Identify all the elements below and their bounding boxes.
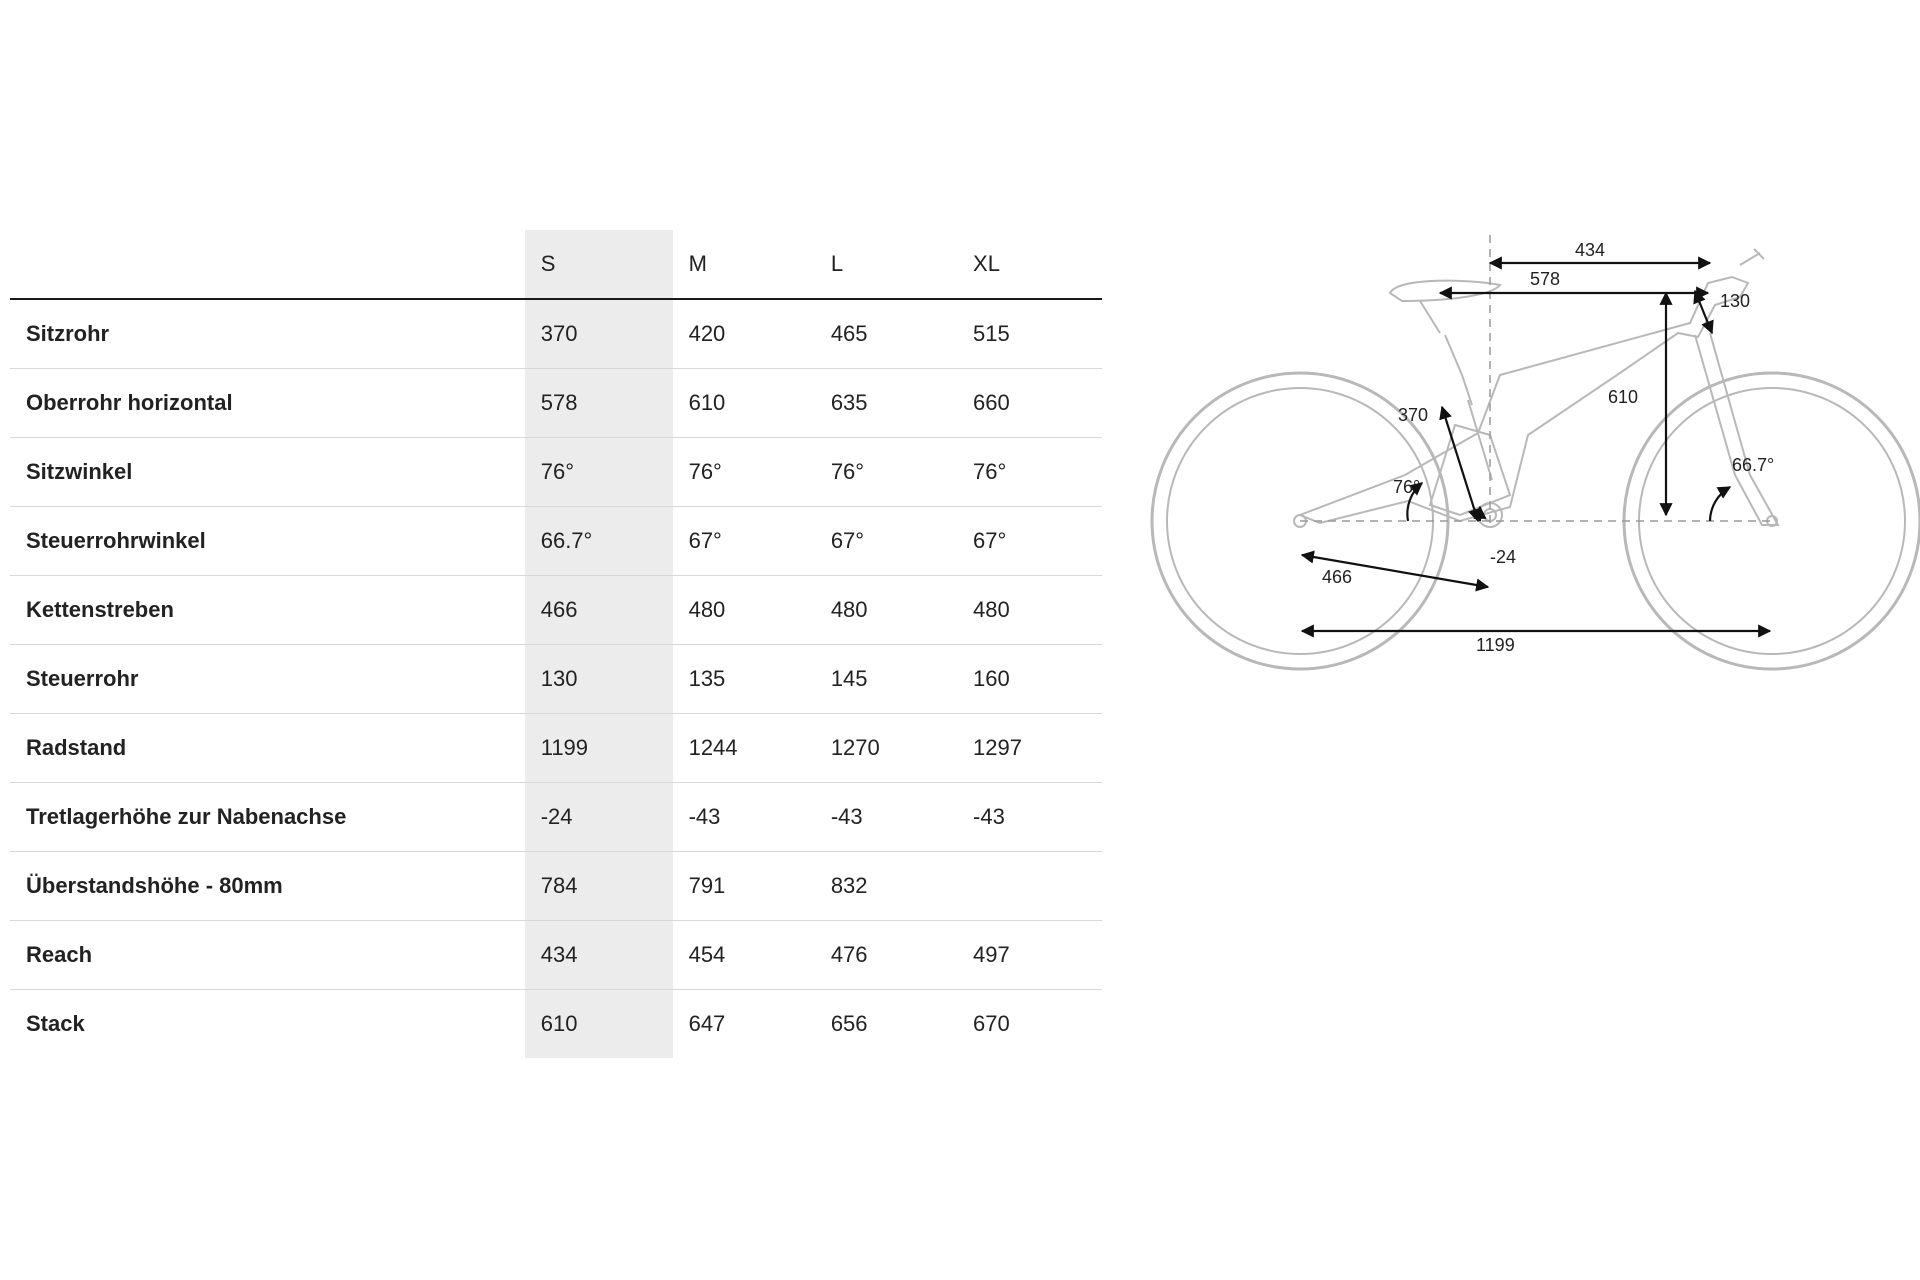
cell-m: 135	[673, 645, 815, 714]
row-label: Radstand	[10, 714, 525, 783]
cell-m: 454	[673, 921, 815, 990]
table-row	[10, 645, 1102, 714]
bike-geometry-diagram	[1150, 225, 1920, 685]
cell-xl: 497	[957, 921, 1102, 990]
row-label: Kettenstreben	[10, 576, 525, 645]
table-row	[10, 783, 1102, 852]
row-label: Oberrohr horizontal	[10, 369, 525, 438]
row-label: Steuerrohr	[10, 645, 525, 714]
table-row	[10, 369, 1102, 438]
cell-m: 791	[673, 852, 815, 921]
reach-label: 434	[1575, 240, 1606, 260]
cell-s: 434	[525, 921, 673, 990]
top-tube-label: 578	[1530, 269, 1561, 289]
row-label: Tretlagerhöhe zur Nabenachse	[10, 783, 525, 852]
row-label: Stack	[26, 1011, 85, 1036]
cell-l: 476	[815, 921, 957, 990]
row-label: Überstandshöhe - 80mm	[10, 852, 525, 921]
wheelbase-label: 1199	[1476, 635, 1515, 655]
cell-xl: 76°	[957, 438, 1102, 507]
header-size-s: S	[525, 230, 673, 299]
head-tube-label: 130	[1720, 291, 1751, 311]
cell-xl: 67°	[957, 507, 1102, 576]
cell-s: 578	[525, 369, 673, 438]
header-label-cell	[10, 230, 525, 299]
cell-s: 784	[525, 852, 673, 921]
cell-m: 610	[673, 369, 815, 438]
cell-l: 465	[815, 299, 957, 369]
cell-s: 1199	[525, 714, 673, 783]
cell-m: 76°	[673, 438, 815, 507]
row-label: Reach	[10, 921, 525, 990]
head-angle-label: 66.7°	[1732, 455, 1775, 475]
cell-xl: -43	[957, 783, 1102, 852]
bb-drop-label: -24	[1490, 547, 1517, 567]
cell-l: 145	[815, 645, 957, 714]
cell-m: 67°	[673, 507, 815, 576]
table-row	[10, 714, 1102, 783]
table-row	[10, 852, 1102, 921]
cell-l: 656	[830, 1011, 868, 1036]
cell-s: 130	[525, 645, 673, 714]
cell-l: 635	[815, 369, 957, 438]
cell-m: -43	[673, 783, 815, 852]
cell-l: 67°	[815, 507, 957, 576]
row-label: Sitzrohr	[10, 299, 525, 369]
seat-angle-label: 76°	[1393, 477, 1421, 497]
cell-s: 76°	[525, 438, 673, 507]
table-row	[10, 299, 1102, 369]
cell-xl: 160	[957, 645, 1102, 714]
cell-l: 832	[815, 852, 957, 921]
row-label: Sitzwinkel	[10, 438, 525, 507]
cell-m: 1244	[673, 714, 815, 783]
cell-xl	[957, 852, 1102, 921]
header-size-m: M	[673, 230, 815, 299]
cell-xl: 480	[957, 576, 1102, 645]
cell-s: -24	[525, 783, 673, 852]
cell-s: 66.7°	[525, 507, 673, 576]
row-label: Steuerrohrwinkel	[10, 507, 525, 576]
head-angle-arc	[1710, 487, 1730, 521]
table-row	[10, 576, 1102, 645]
cell-s: 370	[525, 299, 673, 369]
stack-label: 610	[1608, 387, 1639, 407]
cell-s: 610	[525, 990, 673, 1059]
table-row	[10, 921, 1102, 990]
cell-xl: 660	[957, 369, 1102, 438]
cell-l: 1270	[815, 714, 957, 783]
cell-m: 480	[673, 576, 815, 645]
cell-xl: 515	[957, 299, 1102, 369]
cell-m: 647	[688, 1011, 726, 1036]
cell-l: 76°	[815, 438, 957, 507]
cell-xl: 670	[973, 1011, 1010, 1036]
table-row	[10, 507, 1102, 576]
chainstay-label: 466	[1322, 567, 1353, 587]
table-row	[10, 438, 1102, 507]
geometry-table	[10, 230, 1102, 1058]
cell-l: -43	[815, 783, 957, 852]
seat-tube-label: 370	[1398, 405, 1429, 425]
table-row	[10, 990, 1102, 1059]
header-size-l: L	[815, 230, 957, 299]
header-size-xl: XL	[957, 230, 1102, 299]
table-header-row	[10, 230, 1102, 299]
cell-m: 420	[673, 299, 815, 369]
cell-l: 480	[815, 576, 957, 645]
cell-xl: 1297	[957, 714, 1102, 783]
cell-s: 466	[525, 576, 673, 645]
